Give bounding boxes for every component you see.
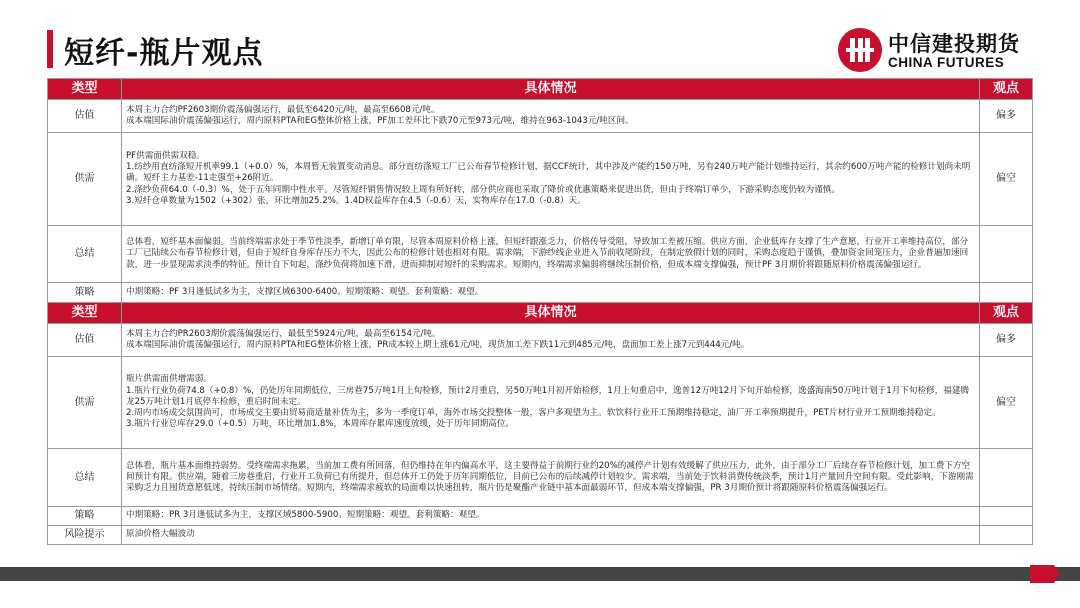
row-view: 偏空 xyxy=(980,357,1033,449)
row-details: 中期策略：PF 3月逢低试多为主，支撑区域6300-6400。短期策略：观望。套利策略：观望。 xyxy=(122,283,980,303)
citic-futures-logo-icon xyxy=(838,28,882,72)
row-category: 策略 xyxy=(48,507,122,526)
row-details: 本周主力合约PF2603期价震荡偏强运行，最低至6420元/吨，最高至6608元/吨。 成本端国际油价震荡偏强运行，周内原料PTA和EG整体价格上涨，PF加工差环比下跌70元至973元/吨，维持在963-1043元/吨区间。 xyxy=(122,100,980,133)
analysis-table xyxy=(47,78,1033,545)
row-category: 供需 xyxy=(48,133,122,226)
table-row xyxy=(48,133,1033,226)
row-view xyxy=(980,526,1033,545)
logo-chinese-name: 中信建投期货 xyxy=(888,32,1020,56)
row-view: 偏空 xyxy=(980,133,1033,226)
table-row xyxy=(48,507,1033,526)
row-details: 中期策略：PR 3月逢低试多为主，支撑区域5800-5900。短期策略：观望。套利策略：观望。 xyxy=(122,507,980,526)
company-logo xyxy=(838,28,1038,74)
row-view: 偏多 xyxy=(980,324,1033,357)
table1-header-row xyxy=(48,79,1033,100)
header-view: 观点 xyxy=(980,303,1033,324)
header-view: 观点 xyxy=(980,79,1033,100)
header-details: 具体情况 xyxy=(122,303,980,324)
row-category: 总结 xyxy=(48,449,122,507)
footer-band xyxy=(0,567,1080,581)
row-category: 估值 xyxy=(48,324,122,357)
title-accent-bar xyxy=(47,30,53,68)
row-category: 供需 xyxy=(48,357,122,449)
row-view: 偏多 xyxy=(980,100,1033,133)
row-details: 本周主力合约PR2603期价震荡偏强运行，最低至5924元/吨，最高至6154元/吨。 成本端国际油价震荡偏强运行，周内原料PTA和EG整体价格上涨，PR成本较上期上涨61元/吨，现货加工差下跌11元到485元/吨，盘面加工差上涨7元到444元/吨。 xyxy=(122,324,980,357)
page-title: 短纤-瓶片观点 xyxy=(64,36,264,71)
header-category: 类型 xyxy=(48,79,122,100)
table-row xyxy=(48,226,1033,283)
row-details: PF供需面供需双稳。 1.纺纱用直纺涤短开机率99.1（+0.0）%，本周暂无装置变动消息。部分直纺涤短工厂已公布春节检修计划，据CCF统计，其中涉及产能约150万吨，另有240万吨产能计划维持运行，其余约600万吨产能的检修计划尚未明确。短纤主力基差-11走强至+26附近。 2.涤纱负荷64.0（-0.3）%，处于五年同期中性水平。尽管短纤销售情况较上周有所好转，部分供应商也采取了降价或优惠策略来促进出货，但由于终端订单少，下游采购态度仍较为谨慎。 3.短纤仓单数量为1502（+302）张，环比增加25.2%。1.4D权益库存在4.5（-0.6）天，实物库存在17.0（-0.8）天。 xyxy=(122,133,980,226)
row-view xyxy=(980,507,1033,526)
row-view xyxy=(980,449,1033,507)
table-row xyxy=(48,357,1033,449)
header-category: 类型 xyxy=(48,303,122,324)
row-details: 总体看，瓶片基本面维持弱势。受终端需求拖累，当前加工费有所回落，但仍维持在年内偏高水平，这主要得益于前期行业约20%的减停产计划有效缓解了供应压力，此外，由于部分工厂后续存春节检修计划，加工费下方空间预计有限。供应端，随着三房巷重启，行业开工负荷已有所提升，但总体开工仍处于历年同期低位，目前已公布的后续减停计划较少。需求端，当前处于饮料消费传统淡季，预计1月产量回升空间有限。受此影响，下游刚需采购乏力且囤货意愿低迷，持续压制市场情绪。短期内，终端需求疲软的局面难以快速扭转，瓶片仍是聚酯产业链中基本面最弱环节，但成本端支撑偏强，PR 3月期价预计将跟随原料价格震荡偏强运行。 xyxy=(122,449,980,507)
row-category: 估值 xyxy=(48,100,122,133)
header-details: 具体情况 xyxy=(122,79,980,100)
row-details: 瓶片供需面供增需弱。 1.瓶片行业负荷74.8（+0.8）%，仍处历年同期低位，三房巷75万吨1月上旬检修，预计2月重启，另50万吨1月初开始检修，1月上旬重启中，逸普12万吨12月下旬开始检修，逸盛海南50万吨计划于1月下旬检修，福建腾龙25万吨计划1月底停车检修，重启时间未定。 2.周内市场成交氛围尚可，市场成交主要由贸易商适量补货为主，多为一季度订单，海外市场交投整体一般，客户多观望为主。软饮料行业开工预期维持稳定，油厂开工率预期提升，PET片材行业开工预期维持稳定。 3.瓶片行业总库存29.0（+0.5）万吨，环比增加1.8%，本周库存累库速度放缓，处于历年同期高位。 xyxy=(122,357,980,449)
table-row xyxy=(48,449,1033,507)
table-row xyxy=(48,100,1033,133)
logo-english-name: CHINA FUTURES xyxy=(888,55,1005,70)
row-category: 风险提示 xyxy=(48,526,122,545)
row-view xyxy=(980,226,1033,283)
footer-arrow xyxy=(1030,565,1060,583)
table-row xyxy=(48,526,1033,545)
row-category: 策略 xyxy=(48,283,122,303)
table-row xyxy=(48,283,1033,303)
row-details: 总体看，短纤基本面偏弱。当前终端需求处于季节性淡季，新增订单有限，尽管本周原料价格上涨，但短纤跟涨乏力，价格传导受阻，导致加工差被压缩。供应方面，企业低库存支撑了生产意愿，行业开工率维持高位，部分工厂已陆续公布春节检修计划，但由于短纤自身库存压力不大，因此公布的检修计划也相对有限。需求端，下游纱线企业进入节前收尾阶段，在制定放假计划的同时，采购态度趋于谨慎，叠加资金回笼压力，企业普遍加速回款，进一步显现需求淡季的特征。预计自下旬起，涤纱负荷将加速下滑，进而抑制对短纤的采购需求。短期内，终端需求偏弱将继续压制价格，但成本端支撑偏强，预计PF 3月期价将跟随原料价格震荡偏强运行。 xyxy=(122,226,980,283)
row-details: 原油价格大幅波动 xyxy=(122,526,980,545)
table-row xyxy=(48,324,1033,357)
row-view xyxy=(980,283,1033,303)
row-category: 总结 xyxy=(48,226,122,283)
table2-header-row xyxy=(48,303,1033,324)
